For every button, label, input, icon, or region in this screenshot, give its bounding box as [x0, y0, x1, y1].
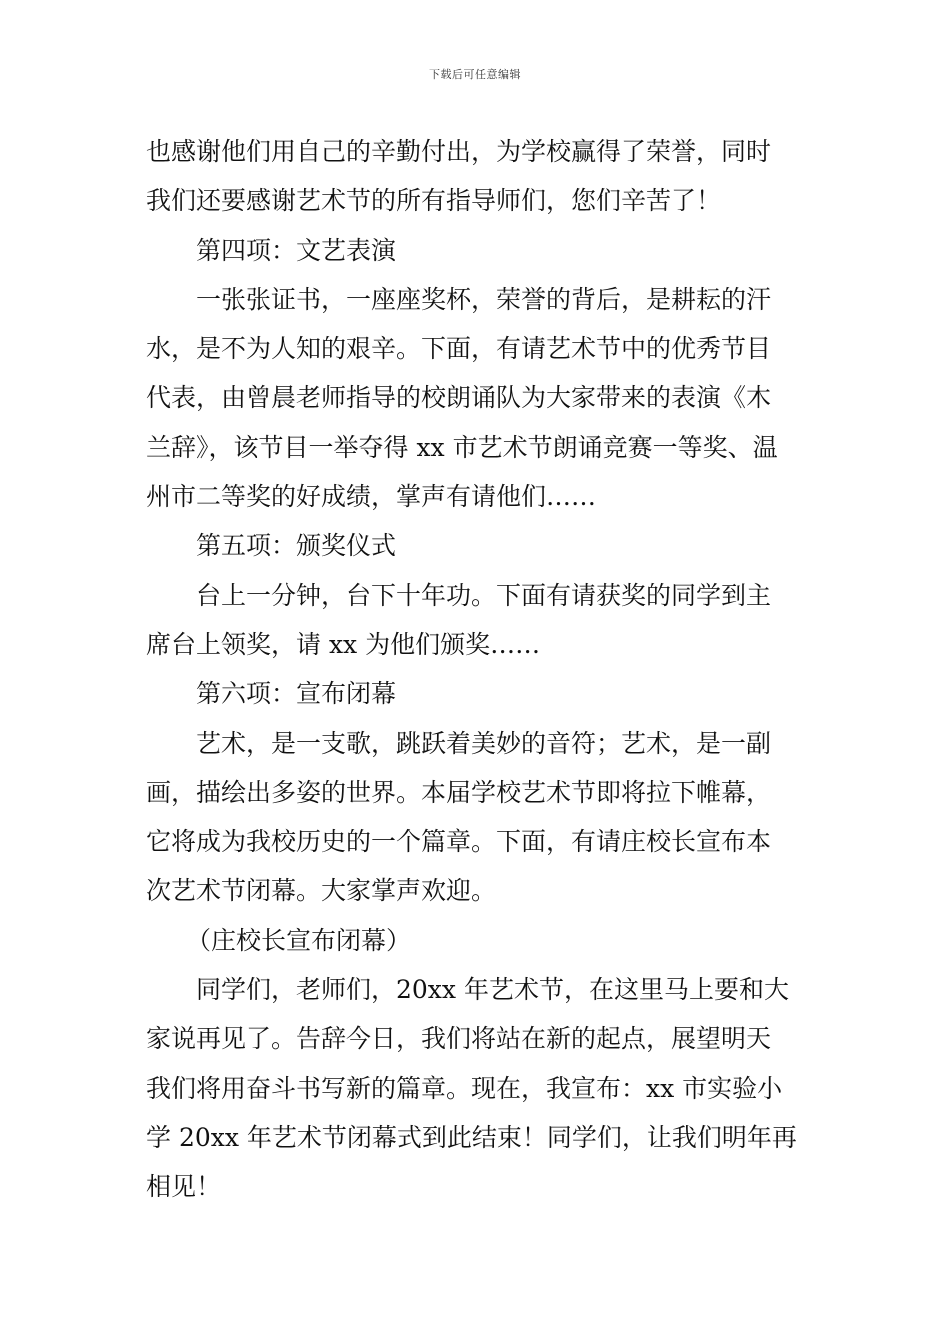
- text-line: 次艺术节闭幕。大家掌声欢迎。: [146, 876, 497, 906]
- text-line: 州市二等奖的好成绩，掌声有请他们……: [146, 482, 597, 512]
- text-line: 兰辞》，该节目一举夺得 xx 市艺术节朗诵竞赛一等奖、温: [146, 432, 778, 462]
- stage-direction: （庄校长宣布闭幕）: [186, 925, 412, 955]
- text-line: 学 20xx 年艺术节闭幕式到此结束！同学们，让我们明年再: [146, 1122, 797, 1152]
- text-line: 同学们，老师们，20xx 年艺术节，在这里马上要和大: [196, 975, 789, 1005]
- text-line: 代表，由曾晨老师指导的校朗诵队为大家带来的表演《木: [146, 383, 772, 413]
- text-line: 它将成为我校历史的一个篇章。下面，有请庄校长宣布本: [146, 827, 772, 857]
- text-line: 也感谢他们用自己的辛勤付出，为学校赢得了荣誉，同时: [146, 137, 772, 166]
- text-line: 一张张证书，一座座奖杯，荣誉的背后，是耕耘的汗: [196, 284, 772, 314]
- page-header: 下载后可任意编辑: [429, 68, 521, 81]
- section-heading: 第四项：文艺表演: [196, 235, 397, 265]
- text-line: 艺术，是一支歌，跳跃着美妙的音符；艺术，是一副: [196, 728, 772, 758]
- text-line: 席台上领奖，请 xx 为他们颁奖……: [146, 629, 541, 659]
- text-line: 水，是不为人知的艰辛。下面，有请艺术节中的优秀节目: [146, 334, 772, 364]
- text-line: 画，描绘出多姿的世界。本届学校艺术节即将拉下帷幕，: [146, 777, 772, 807]
- text-line: 我们还要感谢艺术节的所有指导师们，您们辛苦了！: [146, 186, 722, 216]
- document-body: [146, 127, 808, 1212]
- text-line: 家说再见了。告辞今日，我们将站在新的起点，展望明天: [146, 1024, 772, 1054]
- text-line: 我们将用奋斗书写新的篇章。现在，我宣布：xx 市实验小: [146, 1073, 783, 1103]
- section-heading: 第五项：颁奖仪式: [196, 531, 397, 561]
- section-heading: 第六项：宣布闭幕: [196, 679, 397, 709]
- text-line: 台上一分钟，台下十年功。下面有请获奖的同学到主: [196, 580, 772, 610]
- text-line: 相见！: [146, 1172, 222, 1202]
